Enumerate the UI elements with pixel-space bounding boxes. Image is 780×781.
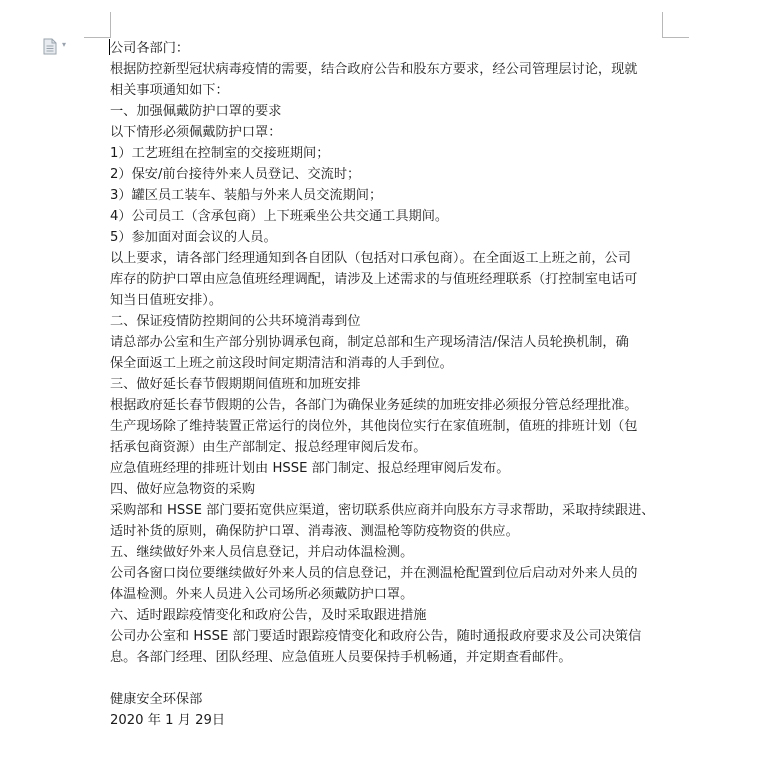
blank-line xyxy=(110,668,670,689)
section-3-body-line-2: 生产现场除了维持装置正常运行的岗位外，其他岗位实行在家值班制，值班的排班计划（包 xyxy=(110,419,638,434)
crop-mark-top-left-horizontal xyxy=(84,37,110,38)
intro-line-1: 根据防控新型冠状病毒疫情的需要，结合政府公告和股东方要求，经公司管理层讨论，现就 xyxy=(110,62,638,77)
section-1-body-line-1: 以上要求，请各部门经理通知到各自团队（包括对口承包商）。在全面返工上班之前，公司 xyxy=(110,251,631,266)
document-body[interactable] xyxy=(110,38,670,731)
section-4-heading: 四、做好应急物资的采购 xyxy=(110,482,256,497)
section-1-body-line-2: 库存的防护口罩由应急值班经理调配，请涉及上述需求的与值班经理联系（打控制室电话可 xyxy=(110,272,638,287)
section-2-body-line-2: 保全面返工上班之前这段时间定期清洁和消毒的人手到位。 xyxy=(110,356,453,371)
list-item-1: 1）工艺班组在控制室的交接班期间； xyxy=(110,146,330,161)
section-4-body-line-1: 采购部和 HSSE 部门要拓宽供应渠道，密切联系供应商并向股东方寻求帮助，采取持续跟进、 xyxy=(110,503,655,518)
section-6-body-line-1: 公司办公室和 HSSE 部门要适时跟踪疫情变化和政府公告，随时通报政府要求及公司决策信 xyxy=(110,629,642,644)
section-5-body-line-1: 公司各窗口岗位要继续做好外来人员的信息登记，并在测温枪配置到位后启动对外来人员的 xyxy=(110,566,638,581)
section-6-body-line-2: 息。各部门经理、团队经理、应急值班人员要保持手机畅通，并定期查看邮件。 xyxy=(110,650,572,665)
section-2-heading: 二、保证疫情防控期间的公共环境消毒到位 xyxy=(110,314,361,329)
section-1-lead: 以下情形必须佩戴防护口罩： xyxy=(110,125,282,140)
crop-mark-top-left-vertical xyxy=(110,12,111,38)
section-3-body-line-3: 括承包商资源）由生产部制定、报总经理审阅后发布。 xyxy=(110,440,427,455)
document-icon[interactable] xyxy=(43,38,57,55)
intro-line-2: 相关事项通知如下： xyxy=(110,83,229,98)
list-item-4: 4）公司员工（含承包商）上下班乘坐公共交通工具期间。 xyxy=(110,209,449,224)
list-item-5: 5）参加面对面会议的人员。 xyxy=(110,230,277,245)
section-6-heading: 六、适时跟踪疫情变化和政府公告，及时采取跟进措施 xyxy=(110,608,427,623)
signature-department: 健康安全环保部 xyxy=(110,692,203,707)
section-2-body-line-1: 请总部办公室和生产部分别协调承包商，制定总部和生产现场清洁/保洁人员轮换机制，确 xyxy=(110,335,629,350)
signature-date: 2020 年 1 月 29日 xyxy=(110,713,226,728)
section-5-heading: 五、继续做好外来人员信息登记，并启动体温检测。 xyxy=(110,545,414,560)
dropdown-arrow-icon[interactable]: ▾ xyxy=(62,40,67,49)
section-5-body-line-2: 体温检测。外来人员进入公司场所必须戴防护口罩。 xyxy=(110,587,414,602)
section-1-body-line-3: 知当日值班安排）。 xyxy=(110,293,223,308)
salutation: 公司各部门： xyxy=(110,41,190,56)
section-3-body-line-1: 根据政府延长春节假期的公告，各部门为确保业务延续的加班安排必须报分管总经理批准。 xyxy=(110,398,638,413)
section-1-heading: 一、加强佩戴防护口罩的要求 xyxy=(110,104,282,119)
list-item-3: 3）罐区员工装车、装船与外来人员交流期间； xyxy=(110,188,383,203)
section-4-body-line-2: 适时补货的原则，确保防护口罩、消毒液、测温枪等防疫物资的供应。 xyxy=(110,524,519,539)
section-3-body-line-4: 应急值班经理的排班计划由 HSSE 部门制定、报总经理审阅后发布。 xyxy=(110,461,510,476)
crop-mark-top-right-vertical xyxy=(662,12,663,38)
section-3-heading: 三、做好延长春节假期期间值班和加班安排 xyxy=(110,377,361,392)
list-item-2: 2）保安/前台接待外来人员登记、交流时； xyxy=(110,167,361,182)
